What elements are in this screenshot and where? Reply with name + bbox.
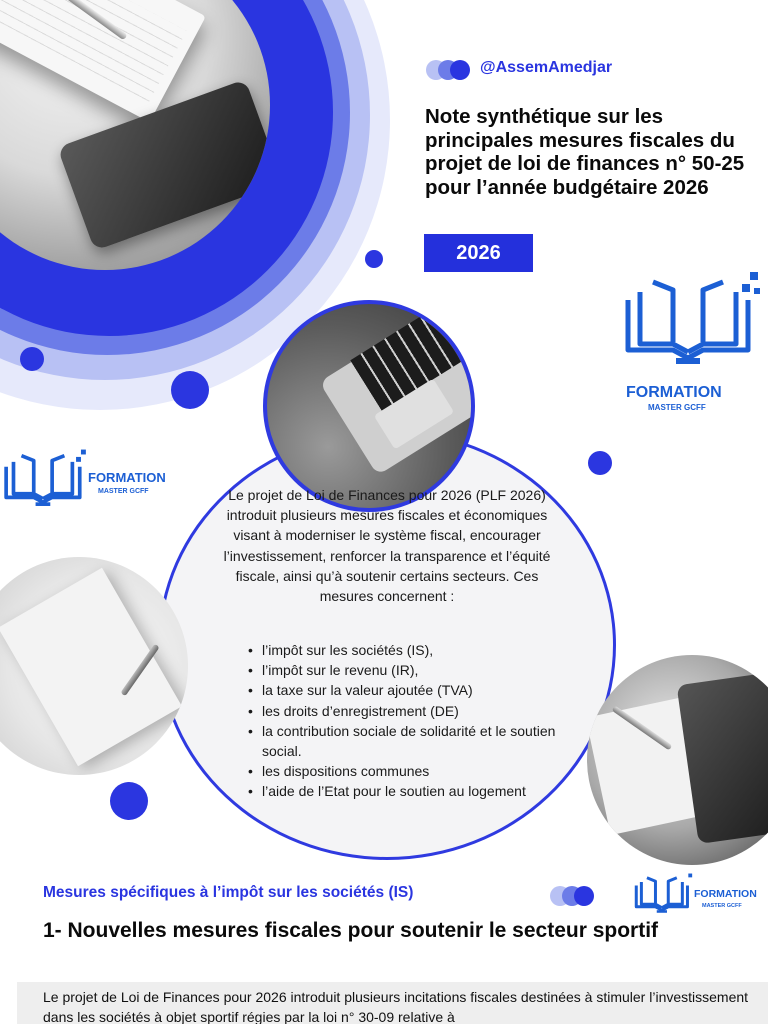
list-item: • l’aide de l’Etat pour le soutien au logement: [246, 781, 566, 801]
book-shape: [0, 568, 182, 767]
formation-logo-icon: [0, 440, 92, 518]
social-dots-icon: [550, 886, 596, 906]
list-item: • l’impôt sur les sociétés (IS),: [246, 640, 566, 660]
formation-logo-small: [632, 870, 768, 920]
decor-dot: [588, 451, 612, 475]
author-handle[interactable]: @AssemAmedjar: [480, 59, 613, 76]
logo-brand: FORMATION: [88, 470, 166, 485]
list-item: • la taxe sur la valeur ajoutée (TVA): [246, 680, 566, 700]
intro-paragraph: Le projet de Loi de Finances pour 2026 (PLF 2026) introduit plusieurs mesures fiscales et économiques visant à moderniser le système fiscal, encourager l’investissement, renforcer la transparence et l’équité fiscale, ainsi qu’à soutenir certains secteurs. Ces mesures concernent :: [223, 487, 551, 605]
section-label: Mesures spécifiques à l’impôt sur les sociétés (IS): [43, 884, 414, 901]
list-item: • la contribution sociale de solidarité et le soutien social.: [246, 721, 566, 761]
formation-logo-large: [618, 270, 768, 410]
measures-list: [246, 640, 566, 802]
logo-sub: MASTER GCFF: [98, 488, 149, 495]
formation-logo-medium: [0, 440, 190, 520]
logo-brand: FORMATION: [626, 384, 722, 401]
section-paragraph: Le projet de Loi de Finances pour 2026 introduit plusieurs incitations fiscales destinées à stimuler l’investissement dans les sociétés à objet sportif régies par la loi n° 30-09 relative à: [43, 989, 749, 1024]
list-item: • l’impôt sur le revenu (IR),: [246, 660, 566, 680]
logo-brand: FORMATION: [694, 888, 757, 900]
section-title: 1- Nouvelles mesures fiscales pour soutenir le secteur sportif: [43, 919, 659, 942]
decor-dot: [20, 347, 44, 371]
decor-dot: [171, 371, 209, 409]
year-badge: 2026: [424, 234, 533, 272]
document-title: Note synthétique sur les principales mesures fiscales du projet de loi de finances n° 50-25 pour l’année budgétaire 2026: [425, 105, 745, 199]
list-item: • les droits d’enregistrement (DE): [246, 701, 566, 721]
formation-logo-icon: [632, 870, 696, 918]
laptop-photo: [263, 300, 475, 512]
list-item: • les dispositions communes: [246, 761, 566, 781]
formation-logo-icon: [618, 270, 768, 370]
social-dots-icon: [426, 60, 472, 80]
desk-photo: [587, 655, 768, 865]
decor-dot: [365, 250, 383, 268]
logo-sub: MASTER GCFF: [648, 403, 706, 412]
logo-sub: MASTER GCFF: [702, 903, 742, 909]
decor-dot: [110, 782, 148, 820]
book-photo: [0, 557, 188, 775]
